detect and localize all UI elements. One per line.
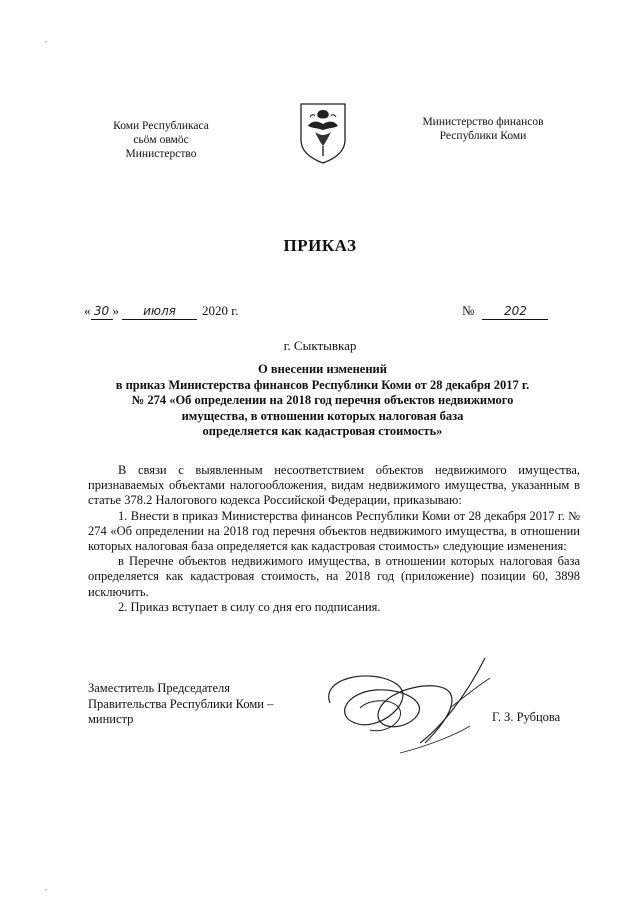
item-1-paragraph: 1. Внести в приказ Министерства финансов Республики Коми от 28 декабря 2017 г. № 274 «Об определении на 2018 год перечня объектов недвижимого имущества, в отношении которых налоговая база определяется как кадастровая стоимость» следующие изменения: bbox=[88, 508, 580, 554]
date-year: 2020 г. bbox=[202, 303, 239, 318]
signatory-position bbox=[88, 681, 328, 728]
date-month: июля bbox=[122, 303, 197, 320]
position-line: Заместитель Председателя bbox=[88, 681, 231, 695]
subject-line: определяется как кадастровая стоимость» bbox=[202, 424, 443, 438]
header-komi-ministry bbox=[96, 119, 226, 161]
item-2-paragraph: 2. Приказ вступает в силу со дня его подписания. bbox=[118, 599, 381, 614]
date-open-quote: « bbox=[84, 303, 91, 318]
number-value: 202 bbox=[482, 303, 548, 320]
order-number bbox=[462, 303, 548, 320]
city: г. Сыктывкар bbox=[283, 338, 357, 353]
preamble-paragraph: В связи с выявленным несоответствием объектов недвижимого имущества, признаваемых объектами налогообложения, видам недвижимого имущества, указанным в статье 378.2 Налогового кодекса Российской Федерации, приказываю: bbox=[88, 463, 580, 508]
scan-mark: - bbox=[44, 884, 47, 894]
subject-line: № 274 «Об определении на 2018 год перечня объектов недвижимого bbox=[131, 393, 514, 407]
coat-of-arms-icon bbox=[298, 102, 348, 164]
handwritten-signature bbox=[300, 648, 500, 768]
header-left-line: Коми Республикаса bbox=[113, 120, 209, 132]
number-label: № bbox=[462, 303, 475, 318]
subject-line: в приказ Министерства финансов Республики Коми от 28 декабря 2017 г. bbox=[115, 377, 530, 392]
date-close-quote: » bbox=[112, 303, 119, 318]
header-ministry-finance bbox=[408, 115, 558, 143]
header-left-line: сьӧм овмӧс bbox=[133, 134, 189, 146]
subject-line: имущества, в отношении которых налоговая база bbox=[181, 408, 464, 423]
header-left-line: Министерство bbox=[125, 148, 197, 160]
signatory-name: Г. З. Рубцова bbox=[492, 710, 561, 724]
header-right-line: Министерство финансов bbox=[422, 116, 544, 128]
order-date bbox=[84, 303, 238, 320]
document-title: ПРИКАЗ bbox=[283, 236, 357, 255]
order-body bbox=[88, 463, 580, 615]
order-subject bbox=[80, 362, 565, 440]
item-1-sub-paragraph: в Перечне объектов недвижимого имущества, в отношении которых налоговая база определяется как кадастровая стоимость, на 2018 год (приложение) позиции 60, 3898 исключить. bbox=[88, 554, 580, 599]
header-right-line: Республики Коми bbox=[439, 130, 527, 142]
date-day: 30 bbox=[91, 303, 113, 320]
scan-mark: - bbox=[44, 36, 47, 46]
subject-line: О внесении изменений bbox=[258, 362, 387, 376]
position-line: министр bbox=[88, 712, 134, 726]
position-line: Правительства Республики Коми – bbox=[88, 696, 274, 711]
